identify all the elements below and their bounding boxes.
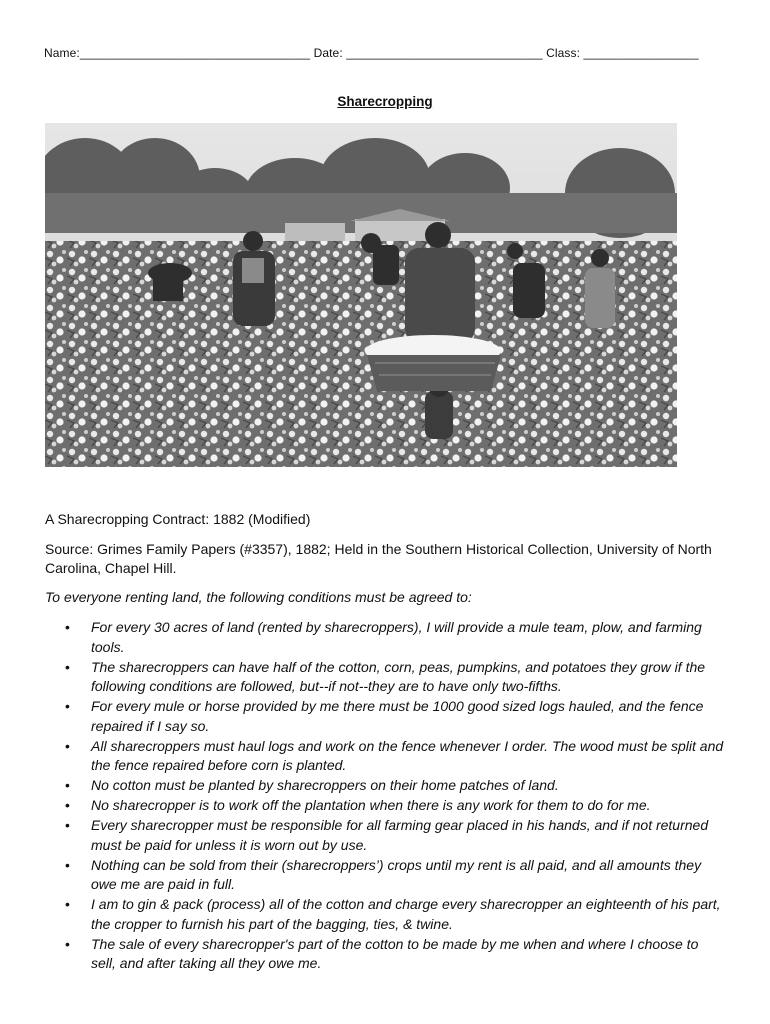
- list-item: • No sharecropper is to work off the plantation when there is any work for them to do for me.: [45, 796, 725, 816]
- list-item: • For every 30 acres of land (rented by sharecroppers), I will provide a mule team, plow, and farming tools.: [45, 618, 725, 657]
- page-title: Sharecropping: [337, 94, 433, 109]
- cotton-field-photo: [45, 123, 677, 467]
- list-item: • Nothing can be sold from their (sharecroppers’) crops until my rent is all paid, and all amounts they owe me are paid in full.: [45, 856, 725, 895]
- source-citation: Source: Grimes Family Papers (#3357), 1882; Held in the Southern Historical Collection, University of North Carolina, Chapel Hill.: [45, 541, 712, 576]
- list-item: • I am to gin & pack (process) all of the cotton and charge every sharecropper an eighteenth of his part, the cropper to furnish his part of the bagging, ties, & twine.: [45, 895, 725, 934]
- contract-intro: To everyone renting land, the following conditions must be agreed to:: [45, 589, 472, 605]
- header-fields: Name:__________________________________ Date: _____________________________ Class: _________________: [44, 46, 699, 60]
- list-item: • No cotton must be planted by sharecroppers on their home patches of land.: [45, 776, 725, 796]
- contract-title: A Sharecropping Contract: 1882 (Modified): [45, 511, 311, 527]
- list-item: • All sharecroppers must haul logs and work on the fence whenever I order. The wood must be split and the fence repaired before corn is planted.: [45, 737, 725, 776]
- photo-illustration: [45, 123, 677, 467]
- conditions-list: [45, 618, 725, 974]
- list-item: • Every sharecropper must be responsible for all farming gear placed in his hands, and if not returned must be paid for unless it is worn out by use.: [45, 816, 725, 855]
- list-item: • The sharecroppers can have half of the cotton, corn, peas, pumpkins, and potatoes they grow if the following conditions are followed, but--if not--they are to have only two-fifths.: [45, 658, 725, 697]
- list-item: • For every mule or horse provided by me there must be 1000 good sized logs hauled, and the fence repaired if I say so.: [45, 697, 725, 736]
- worksheet-header: [44, 46, 724, 60]
- list-item: • The sale of every sharecropper's part of the cotton to be made by me when and where I choose to sell, and after taking all they owe me.: [45, 935, 725, 974]
